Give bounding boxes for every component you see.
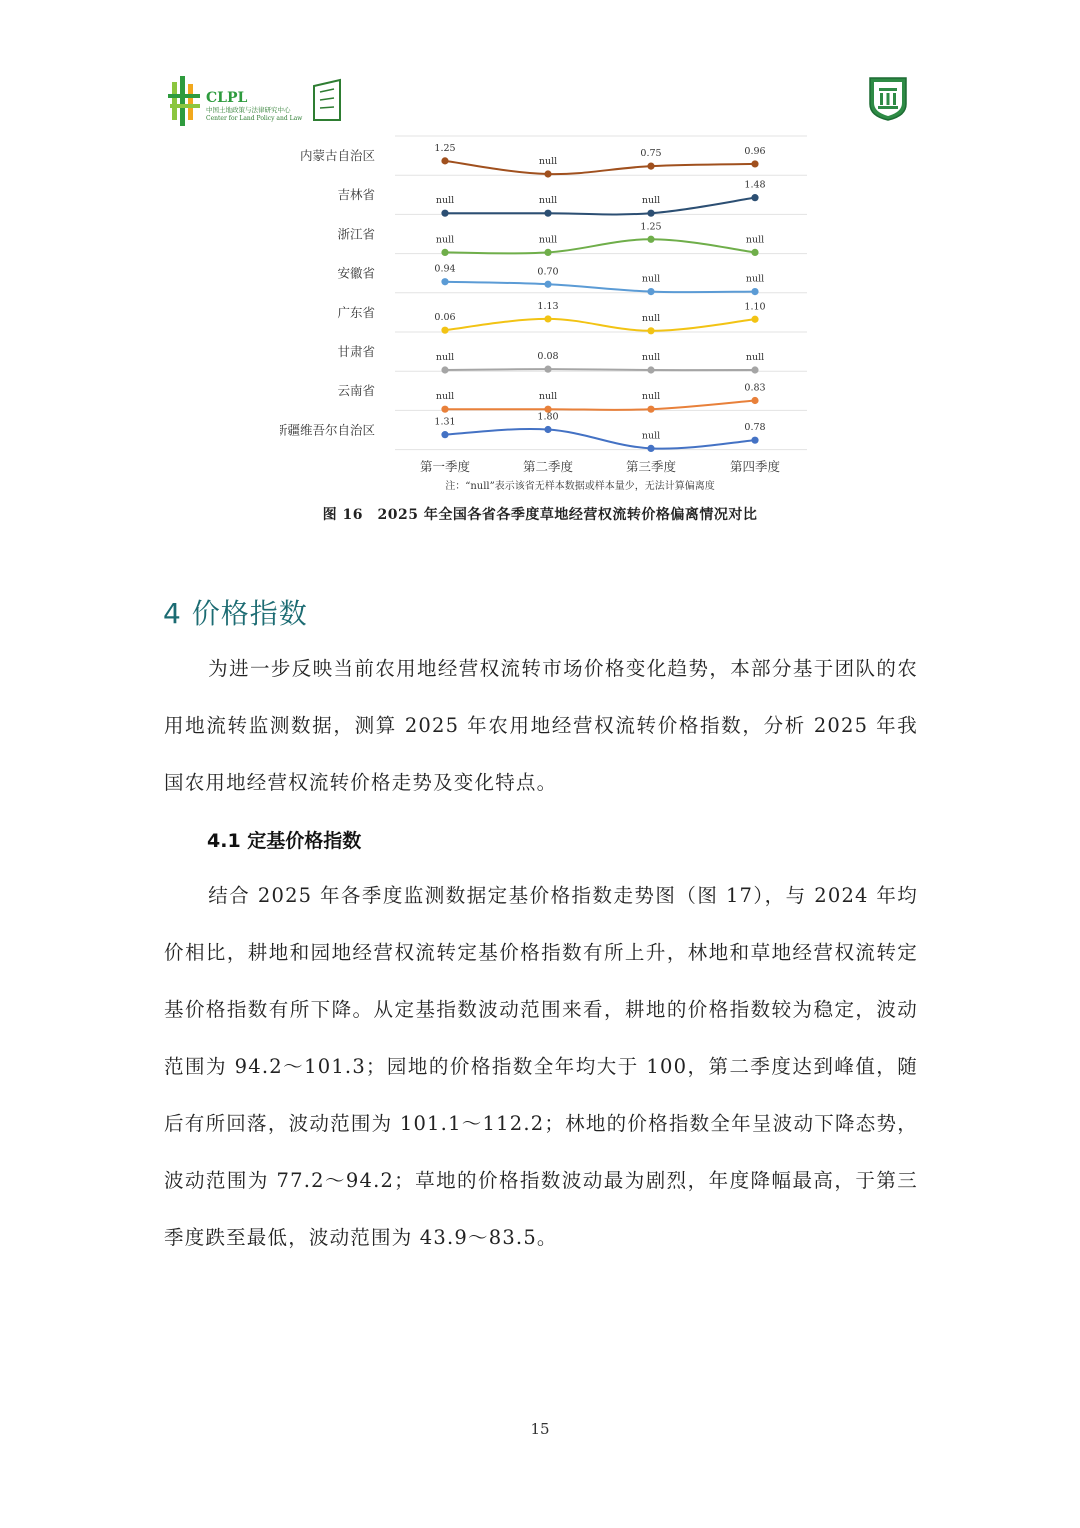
clpl-logo-icon [168, 72, 348, 130]
data-label: null [641, 391, 661, 403]
data-point [751, 160, 758, 167]
data-label: 1.48 [744, 179, 766, 191]
clpl-logo-name: CLPL [206, 90, 248, 106]
data-label: null [641, 195, 661, 207]
data-label: 0.08 [537, 351, 559, 363]
province-label: 吉林省 [337, 187, 375, 203]
data-label: null [745, 273, 765, 285]
series-line [445, 239, 755, 253]
data-label: 0.75 [640, 148, 662, 160]
province-label: 云南省 [337, 383, 375, 399]
province-label: 新疆维吾尔自治区 [280, 422, 375, 438]
data-point [441, 366, 448, 373]
province-label: 甘肃省 [337, 344, 375, 359]
data-point [751, 316, 758, 323]
data-label: null [641, 430, 661, 442]
data-point [647, 163, 654, 170]
data-point [544, 426, 551, 433]
data-point [441, 157, 448, 164]
data-point [751, 437, 758, 444]
series-line [445, 369, 755, 370]
data-label: null [538, 234, 558, 246]
province-label: 浙江省 [337, 226, 375, 242]
quarter-tick-label: 第三季度 [625, 459, 677, 474]
data-point [647, 366, 654, 373]
clpl-logo [168, 72, 348, 130]
data-point [544, 366, 551, 373]
data-label: null [435, 234, 455, 246]
data-label: null [538, 391, 558, 403]
data-label: 1.10 [744, 301, 766, 313]
data-label: 1.25 [434, 142, 456, 154]
paragraph-price-index-intro [164, 640, 918, 811]
data-label: 0.94 [434, 263, 456, 275]
data-point [441, 249, 448, 256]
data-label: 0.06 [434, 312, 456, 324]
data-point [441, 210, 448, 217]
clpl-logo-subtitle-en: Center for Land Policy and Law [206, 115, 303, 122]
data-point [544, 315, 551, 322]
data-point [544, 281, 551, 288]
data-point [441, 406, 448, 413]
figure-caption: 图 16 2025 年全国各省各季度草地经营权流转价格偏离情况对比 [322, 507, 758, 523]
data-label: null [435, 352, 455, 363]
chart-svg [280, 132, 820, 494]
data-point [647, 445, 654, 452]
data-label: null [641, 312, 661, 324]
data-label: null [641, 273, 661, 285]
quarter-tick-label: 第四季度 [729, 459, 781, 474]
series-line [445, 282, 755, 292]
data-point [647, 288, 654, 295]
series-line [445, 161, 755, 174]
data-point [441, 327, 448, 334]
data-point [647, 327, 654, 334]
data-label: null [435, 195, 455, 207]
data-point [751, 397, 758, 404]
data-label: null [641, 352, 661, 363]
subsection-title: 4.1 定基价格指数 [207, 830, 362, 852]
data-point [544, 210, 551, 217]
data-point [544, 249, 551, 256]
quarter-tick-label: 第二季度 [522, 459, 574, 474]
page-number: 15 [530, 1420, 550, 1438]
data-label: 1.25 [640, 221, 662, 233]
data-point [751, 366, 758, 373]
data-label: 0.96 [744, 145, 766, 157]
data-point [441, 278, 448, 285]
data-label: null [435, 391, 455, 403]
data-label: 1.31 [434, 416, 456, 428]
data-point [647, 210, 654, 217]
paragraph-fixed-base-index [164, 867, 918, 1266]
paragraph-text: 结合 2025 年各季度监测数据定基价格指数走势图（图 17），与 2024 年均价相比，耕地和园地经营权流转定基价格指数有所上升，林地和草地经营权流转定基价格指数有所下降。从定基指数波动范围来看，耕地的价格指数较为稳定，波动范围为 94.2～101.3；园地的价格指数全年均大于 100，第二季度达到峰值，随后有所回落，波动范围为 101.1～112.2；林地的价格指数全年呈波动下降态势，波动范围为 77.2～94.2；草地的价格指数波动最为剧烈，年度降幅最高，于第三季度跌至最低，波动范围为 43.9～83.5。 [164, 884, 918, 1249]
university-emblem-icon [866, 74, 910, 122]
data-point [751, 249, 758, 256]
paragraph-text: 为进一步反映当前农用地经营权流转市场价格变化趋势，本部分基于团队的农用地流转监测数据，测算 2025 年农用地经营权流转价格指数，分析 2025 年我国农用地经营权流转价格走势及变化特点。 [164, 657, 918, 794]
data-label: null [538, 195, 558, 207]
data-label: null [538, 156, 558, 167]
data-point [647, 236, 654, 243]
data-label: 0.78 [744, 422, 766, 434]
clpl-logo-subtitle-cn: 中国土地政策与法律研究中心 [206, 106, 291, 114]
quarter-tick-label: 第一季度 [419, 459, 471, 474]
province-label: 广东省 [337, 304, 375, 320]
data-label: null [745, 234, 765, 246]
series-line [445, 198, 755, 215]
data-point [441, 431, 448, 438]
data-label: 1.80 [537, 411, 559, 423]
province-label: 内蒙古自治区 [299, 148, 375, 163]
chart-note: 注：“null”表示该省无样本数据或样本量少，无法计算偏离度 [445, 481, 715, 492]
university-logo [866, 74, 910, 122]
data-label: 0.83 [744, 382, 766, 394]
series-line [445, 400, 755, 409]
data-point [751, 288, 758, 295]
series-line [445, 429, 755, 449]
province-label: 安徽省 [337, 265, 375, 281]
data-label: 0.70 [537, 266, 559, 278]
section-title: 4 价格指数 [163, 597, 308, 630]
data-label: null [745, 352, 765, 363]
series-line [445, 319, 755, 331]
grassland-deviation-chart [280, 132, 820, 494]
data-label: 1.13 [537, 300, 559, 312]
data-point [544, 170, 551, 177]
data-point [647, 406, 654, 413]
data-point [751, 194, 758, 201]
